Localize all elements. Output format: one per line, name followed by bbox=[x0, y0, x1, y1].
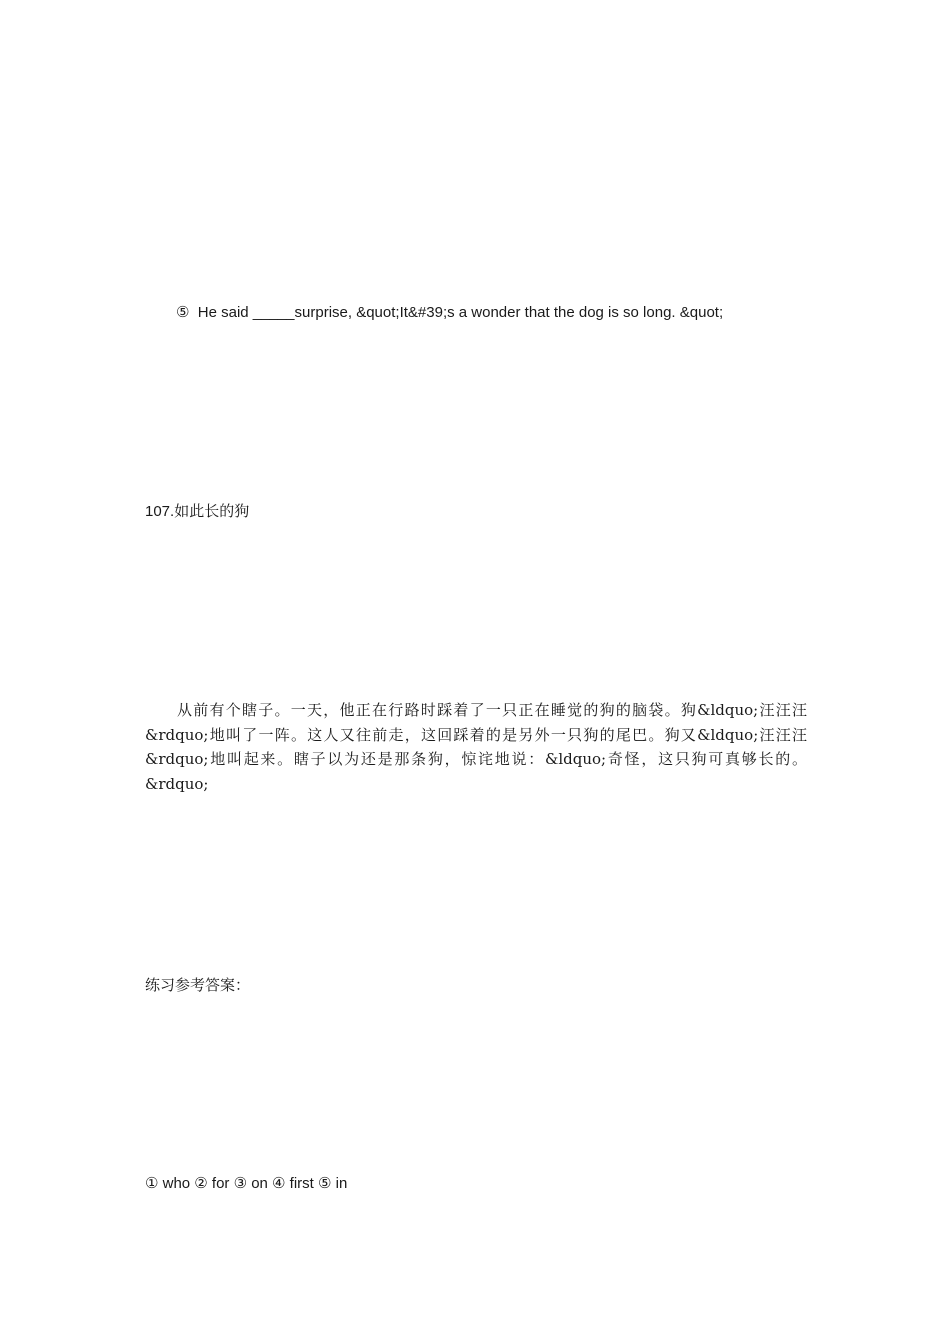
exercise-item-5: ⑤ He said _____surprise, &quot;It&#39;s a wonder that the dog is so long. &quot; bbox=[176, 304, 724, 321]
answers-list: ① who ② for ③ on ④ first ⑤ in bbox=[145, 1175, 348, 1192]
story-heading: 107.如此长的狗 bbox=[145, 503, 250, 520]
answers-title: 练习参考答案： bbox=[145, 977, 251, 994]
story-paragraph: 从前有个瞎子。一天，他正在行路时踩着了一只正在睡觉的狗的脑袋。狗&ldquo;汪汪汪&rdquo;地叫了一阵。这人又往前走，这回踩着的是另外一只狗的尾巴。狗又&ldquo;汪汪汪&rdquo;地叫起来。瞎子以为还是那条狗，惊诧地说：&ldquo;奇怪，这只狗可真够长的。&rdquo; bbox=[145, 701, 807, 793]
